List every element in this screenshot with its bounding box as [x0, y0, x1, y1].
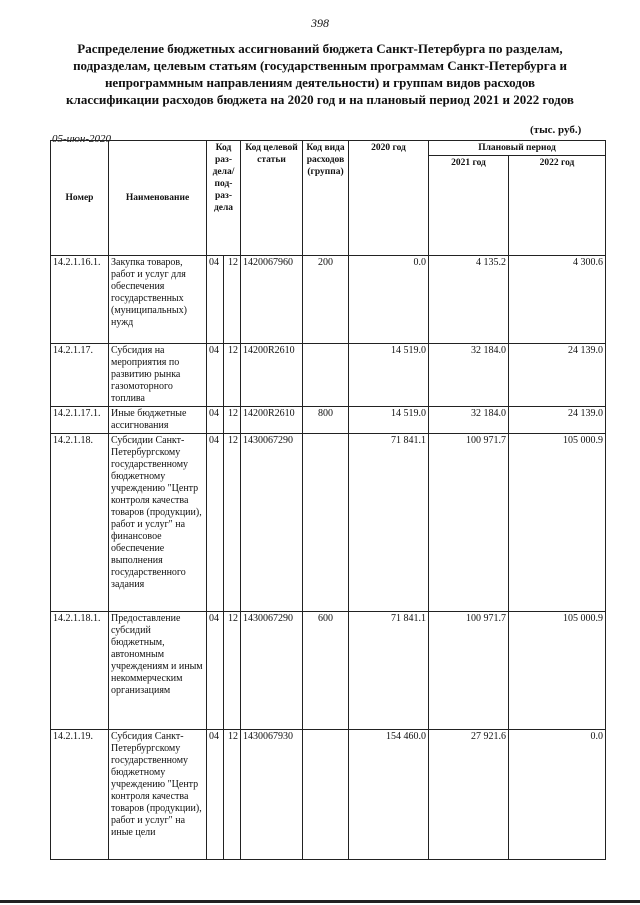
table-row [51, 407, 606, 434]
row-subsection-code: 12 [224, 434, 241, 612]
row-expense-type [303, 344, 349, 407]
row-subsection-code: 12 [224, 256, 241, 344]
row-target-code: 14200R2610 [241, 407, 303, 434]
row-number: 14.2.1.16.1. [51, 256, 109, 344]
row-name: Иные бюджетные ассигнования [109, 407, 207, 434]
row-section-code: 04 [207, 730, 224, 860]
row-value-2021: 27 921.6 [429, 730, 509, 860]
row-value-2020: 0.0 [349, 256, 429, 344]
header-planned-period: Плановый период [429, 141, 606, 156]
row-target-code: 1430067930 [241, 730, 303, 860]
budget-table [50, 140, 606, 860]
row-expense-type [303, 434, 349, 612]
row-expense-type: 800 [303, 407, 349, 434]
row-name: Субсидия на мероприятия по развитию рынка газомоторного топлива [109, 344, 207, 407]
row-value-2022: 105 000.9 [509, 612, 606, 730]
header-target-code: Код целевой статьи [241, 141, 303, 256]
header-2021: 2021 год [429, 156, 509, 256]
page-number: 398 [311, 16, 329, 30]
row-expense-type: 600 [303, 612, 349, 730]
header-number: Номер [51, 141, 109, 256]
row-number: 14.2.1.17. [51, 344, 109, 407]
document-title: Распределение бюджетных ассигнований бюджета Санкт-Петербурга по разделам, подразделам, целевым статьям (государственным программам Санкт-Петербурга и непрограммным направлениям деятельности) и группам видов расходов классификации расходов бюджета на 2020 год и на плановый период 2021 и 2022 годов [66, 41, 574, 107]
table-row [51, 434, 606, 612]
table-row [51, 612, 606, 730]
units-label: (тыс. руб.) [530, 124, 582, 136]
row-value-2021: 32 184.0 [429, 407, 509, 434]
row-section-code: 04 [207, 407, 224, 434]
row-subsection-code: 12 [224, 730, 241, 860]
header-expense-type: Код вида расходов (группа) [303, 141, 349, 256]
row-number: 14.2.1.17.1. [51, 407, 109, 434]
row-number: 14.2.1.19. [51, 730, 109, 860]
bottom-border [0, 900, 640, 903]
row-value-2022: 24 139.0 [509, 407, 606, 434]
row-target-code: 1420067960 [241, 256, 303, 344]
row-value-2022: 0.0 [509, 730, 606, 860]
row-section-code: 04 [207, 344, 224, 407]
row-expense-type [303, 730, 349, 860]
row-value-2020: 14 519.0 [349, 344, 429, 407]
table-row [51, 344, 606, 407]
table-row [51, 730, 606, 860]
row-value-2021: 32 184.0 [429, 344, 509, 407]
row-value-2020: 14 519.0 [349, 407, 429, 434]
header-section-code: Код раз-дела/ под-раз-дела [207, 141, 241, 256]
row-value-2022: 105 000.9 [509, 434, 606, 612]
row-name: Субсидия Санкт-Петербургскому государственному бюджетному учреждению "Центр контроля качества товаров (продукции), работ и услуг" на иные цели [109, 730, 207, 860]
row-value-2020: 71 841.1 [349, 434, 429, 612]
row-value-2021: 100 971.7 [429, 434, 509, 612]
row-target-code: 1430067290 [241, 434, 303, 612]
header-2020: 2020 год [349, 141, 429, 256]
row-subsection-code: 12 [224, 407, 241, 434]
row-subsection-code: 12 [224, 612, 241, 730]
row-name: Субсидии Санкт-Петербургскому государственному бюджетному учреждению "Центр контроля качества товаров (продукции), работ и услуг" на финансовое обеспечение выполнения государственного задания [109, 434, 207, 612]
header-name: Наименование [109, 141, 207, 256]
row-number: 14.2.1.18.1. [51, 612, 109, 730]
row-value-2021: 100 971.7 [429, 612, 509, 730]
row-section-code: 04 [207, 612, 224, 730]
row-value-2020: 71 841.1 [349, 612, 429, 730]
row-name: Предоставление субсидий бюджетным, автономным учреждениям и иным некоммерческим организациям [109, 612, 207, 730]
row-target-code: 14200R2610 [241, 344, 303, 407]
row-number: 14.2.1.18. [51, 434, 109, 612]
row-value-2022: 4 300.6 [509, 256, 606, 344]
row-name: Закупка товаров, работ и услуг для обеспечения государственных (муниципальных) нужд [109, 256, 207, 344]
table-row [51, 256, 606, 344]
row-value-2021: 4 135.2 [429, 256, 509, 344]
row-section-code: 04 [207, 434, 224, 612]
row-expense-type: 200 [303, 256, 349, 344]
row-subsection-code: 12 [224, 344, 241, 407]
header-2022: 2022 год [509, 156, 606, 256]
row-section-code: 04 [207, 256, 224, 344]
row-target-code: 1430067290 [241, 612, 303, 730]
row-value-2022: 24 139.0 [509, 344, 606, 407]
document-date: 05-июн-2020 [52, 133, 112, 145]
row-value-2020: 154 460.0 [349, 730, 429, 860]
